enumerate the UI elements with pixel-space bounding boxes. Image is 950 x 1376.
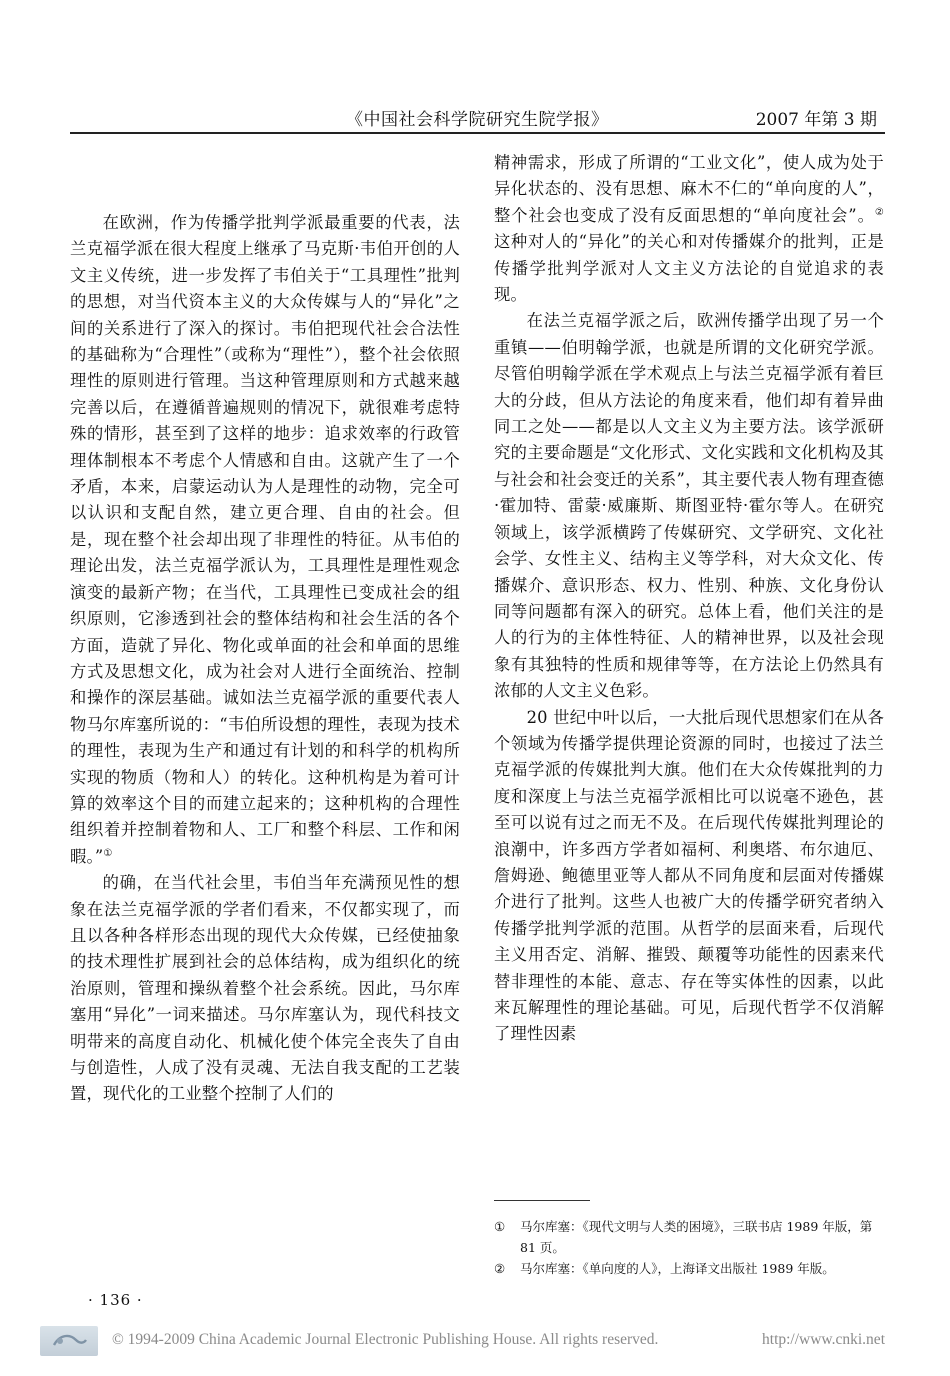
body-paragraph <box>70 210 460 870</box>
footnotes <box>494 1216 886 1279</box>
footer-bar <box>40 1326 885 1356</box>
journal-title: 《中国社会科学院研究生院学报》 <box>346 110 609 130</box>
footnote-text: 马尔库塞：《单向度的人》，上海译文出版社 1989 年版。 <box>520 1261 835 1276</box>
issue-label: 2007 年第 3 期 <box>755 110 877 130</box>
source-url-link[interactable]: http://www.cnki.net <box>762 1331 885 1348</box>
footnote-mark: ① <box>494 1219 506 1234</box>
footnote <box>494 1216 886 1258</box>
paragraph-text: 在欧洲，作为传播学批判学派最重要的代表，法兰克福学派在很大程度上继承了马克斯·韦伯开创的人文主义传统，进一步发挥了韦伯关于“工具理性”批判的思想，对当代资本主义的大众传媒与人的“异化”之间的关系进行了深入的探讨。韦伯把现代社会合法性的基础称为“合理性”（或称为“理性”），整个社会依照理性的原则进行管理。当这种管理原则和方式越来越完善以后，在遵循普遍规则的情况下，就很难考虑特殊的情形，甚至到了这样的地步：追求效率的行政管理体制根本不考虑个人情感和自由。这就产生了一个矛盾，本来，启蒙运动认为人是理性的动物，完全可以认识和支配自然，建立更合理、自由的社会。但是，现在整个社会却出现了非理性的特征。从韦伯的理论出发，法兰克福学派认为，工具理性是理性观念演变的最新产物；在当代，工具理性已变成社会的组织原则，它渗透到社会的整体结构和社会生活的各个方面，造就了异化、物化或单面的社会和单面的思维方式及思想文化，成为社会对人进行全面统治、控制和操作的深层基础。诚如法兰克福学派的重要代表人物马尔库塞所说的：“韦伯所设想的理性，表现为技术的理性，表现为生产和通过有计划的和科学的机构所实现的物质（物和人）的转化。这种机构是为着可计算的效率这个目的而建立起来的；这种机构的合理性组织着并控制着物和人、工厂和整个科层、工作和闲暇。” <box>70 213 460 866</box>
footnote-mark: ② <box>494 1261 506 1276</box>
paragraph-text: 这种对人的“异化”的关心和对传播媒介的批判，正是传播学批判学派对人文主义方法论的自觉追求的表现。 <box>494 232 884 305</box>
continued-paragraph <box>494 150 884 308</box>
left-column <box>70 210 460 1108</box>
body-paragraph <box>70 870 460 1108</box>
footnote-text: 马尔库塞：《现代文明与人类的困境》，三联书店 1989 年版，第 81 页。 <box>520 1219 873 1255</box>
footnote-divider <box>494 1200 590 1201</box>
footnote-ref[interactable]: ② <box>874 206 884 218</box>
page-number: · 136 · <box>88 1291 143 1309</box>
copyright-text: © 1994-2009 China Academic Journal Electronic Publishing House. All rights reserved. <box>112 1331 659 1348</box>
right-column <box>494 150 884 1048</box>
body-paragraph: 20 世纪中叶以后，一大批后现代思想家们在从各个领域为传播学提供理论资源的同时，也接过了法兰克福学派的传媒批判大旗。他们在大众传媒批判的力度和深度上与法兰克福学派相比可以说毫不逊色，甚至可以说有过之而无不及。在后现代传媒批判理论的浪潮中，许多西方学者如福柯、利奥塔、布尔迪厄、詹姆逊、鲍德里亚等人都从不同角度和层面对传播媒介进行了批判。这些人也被广大的传播学研究者纳入传播学批判学派的范围。从哲学的层面来看，后现代主义用否定、消解、摧毁、颠覆等功能性的因素来代替非理性的本能、意志、存在等实体性的因素，以此来瓦解理性的理论基础。可见，后现代哲学不仅消解了理性因素 <box>494 707 884 1044</box>
footnote-ref[interactable]: ① <box>103 847 113 859</box>
publisher-logo-icon <box>40 1326 98 1356</box>
footnote <box>494 1258 886 1279</box>
paragraph-text: 的确，在当代社会里，韦伯当年充满预见性的想象在法兰克福学派的学者们看来，不仅都实现了，而且以各种各样形态出现的现代大众传媒，已经使抽象的技术理性扩展到社会的总体结构，成为组织化的统治原则，管理和操纵着整个社会系统。因此，马尔库塞用“异化”一词来描述。马尔库塞认为，现代科技文明带来的高度自动化、机械化使个体完全丧失了自由与创造性，人成了没有灵魂、无法自我支配的工艺装置，现代化的工业整个控制了人们的 <box>70 873 460 1104</box>
body-paragraph: 在法兰克福学派之后，欧洲传播学出现了另一个重镇——伯明翰学派，也就是所谓的文化研究学派。尽管伯明翰学派在学术观点上与法兰克福学派有着巨大的分歧，但从方法论的角度来看，他们却有着异曲同工之处——都是以人文主义为主要方法。该学派研究的主要命题是“文化形式、文化实践和文化机构及其与社会和社会变迁的关系”，其主要代表人物有理查德·霍加特、雷蒙·威廉斯、斯图亚特·霍尔等人。在研究领域上，该学派横跨了传媒研究、文学研究、文化社会学、女性主义、结构主义等学科，对大众文化、传播媒介、意识形态、权力、性别、种族、文化身份认同等问题都有深入的研究。总体上看，他们关注的是人的行为的主体性特征、人的精神世界，以及社会现象有其独特的性质和规律等等，在方法论上仍然具有浓郁的人文主义色彩。 <box>494 311 884 701</box>
paragraph-text: 精神需求，形成了所谓的“工业文化”，使人成为处于异化状态的、没有思想、麻木不仁的“单向度的人”，整个社会也变成了没有反面思想的“单向度社会”。 <box>494 153 884 225</box>
running-header <box>70 102 885 134</box>
